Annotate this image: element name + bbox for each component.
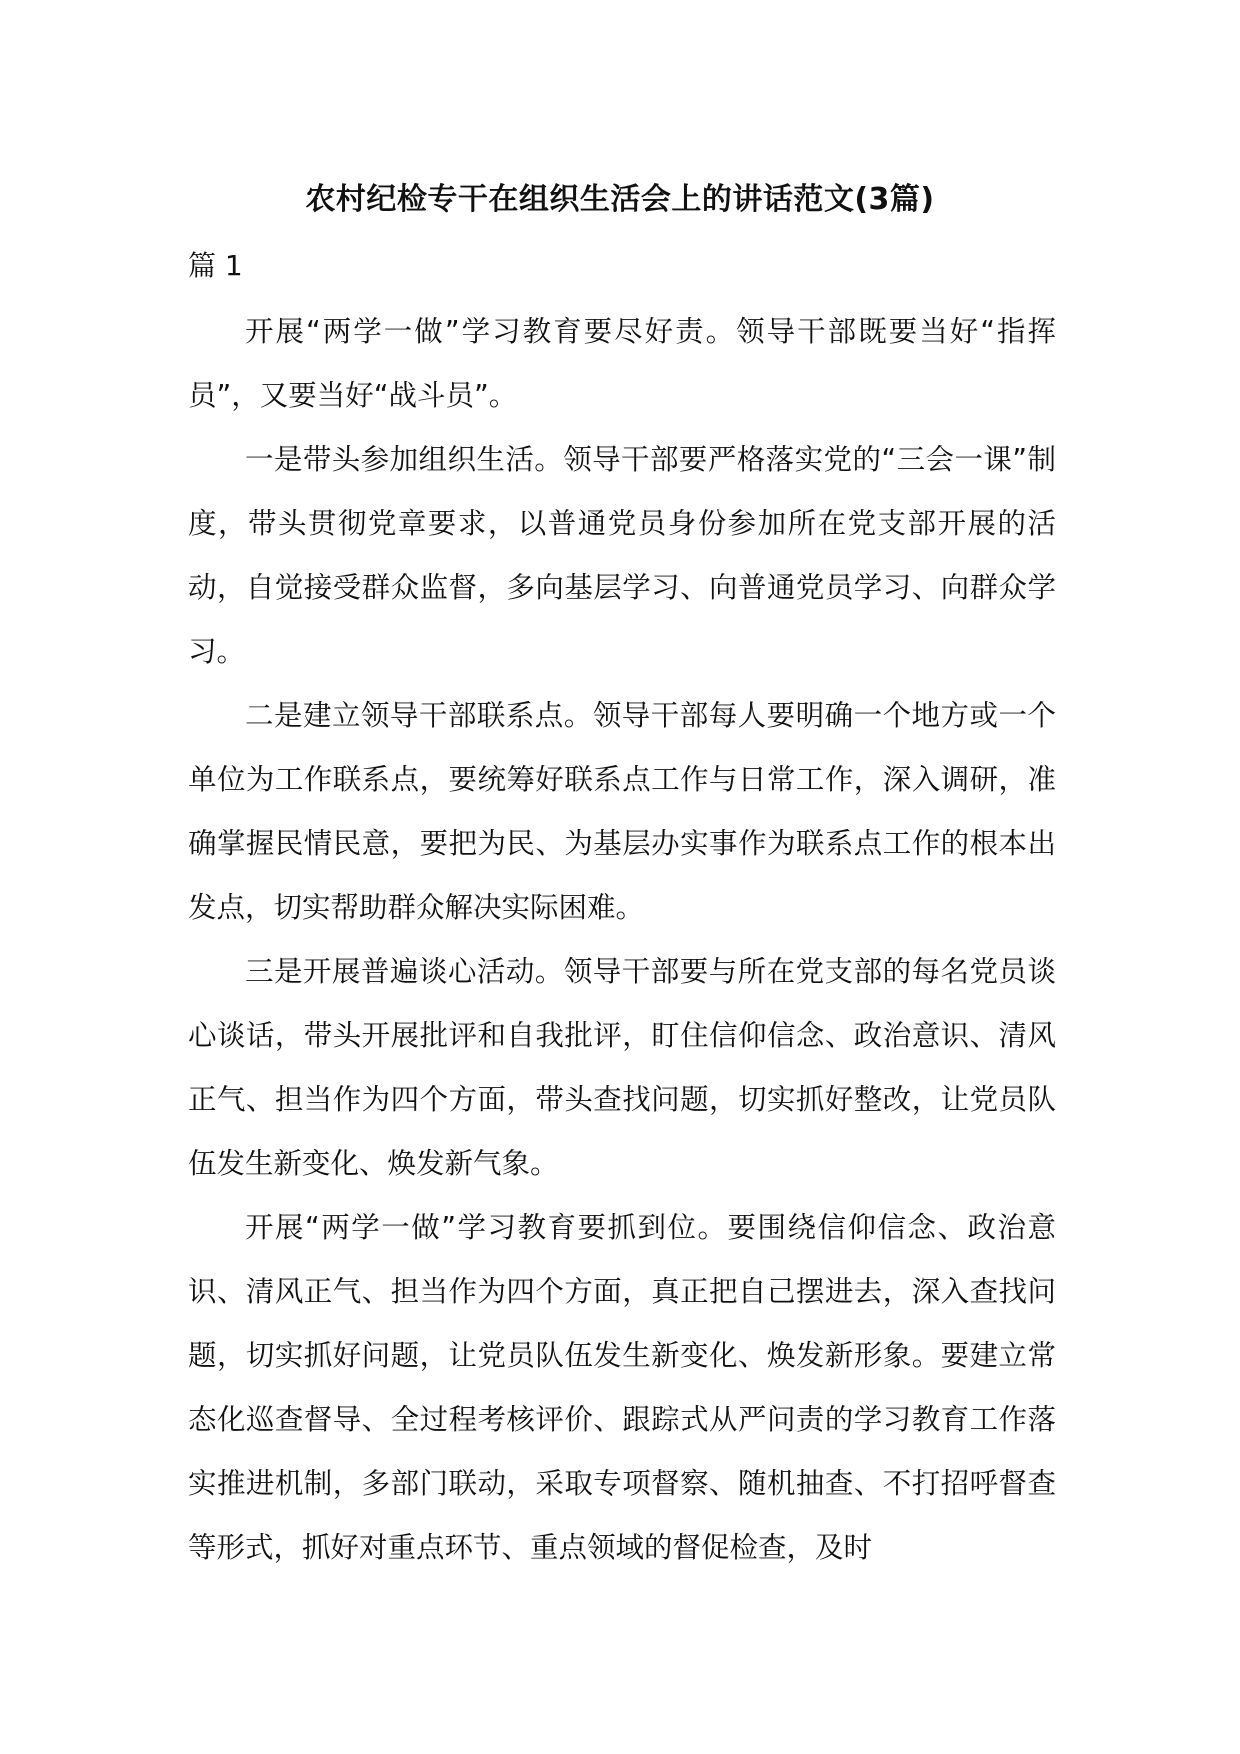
document-body — [188, 300, 1056, 1580]
paragraph: 开展“两学一做”学习教育要抓到位。要围绕信仰信念、政治意识、清风正气、担当作为四个方面，真正把自己摆进去，深入查找问题，切实抓好问题，让党员队伍发生新变化、焕发新形象。要建立常态化巡查督导、全过程考核评价、跟踪式从严问责的学习教育工作落实推进机制，多部门联动，采取专项督察、随机抽查、不打招呼督查等形式，抓好对重点环节、重点领域的督促检查，及时 — [188, 1211, 1056, 1564]
paragraph: 开展“两学一做”学习教育要尽好责。领导干部既要当好“指挥员”，又要当好“战斗员”。 — [188, 315, 1056, 412]
paragraph: 一是带头参加组织生活。领导干部要严格落实党的“三会一课”制度，带头贯彻党章要求，以普通党员身份参加所在党支部开展的活动，自觉接受群众监督，多向基层学习、向普通党员学习、向群众学习。 — [188, 443, 1056, 668]
paragraph: 二是建立领导干部联系点。领导干部每人要明确一个地方或一个单位为工作联系点，要统筹好联系点工作与日常工作，深入调研，准确掌握民情民意，要把为民、为基层办实事作为联系点工作的根本出发点，切实帮助群众解决实际困难。 — [188, 699, 1056, 924]
section-label: 篇 1 — [188, 249, 243, 282]
paragraph: 三是开展普遍谈心活动。领导干部要与所在党支部的每名党员谈心谈话，带头开展批评和自我批评，盯住信仰信念、政治意识、清风正气、担当作为四个方面，带头查找问题，切实抓好整改，让党员队伍发生新变化、焕发新气象。 — [188, 955, 1056, 1180]
document-title: 农村纪检专干在组织生活会上的讲话范文(3篇) — [305, 182, 935, 217]
